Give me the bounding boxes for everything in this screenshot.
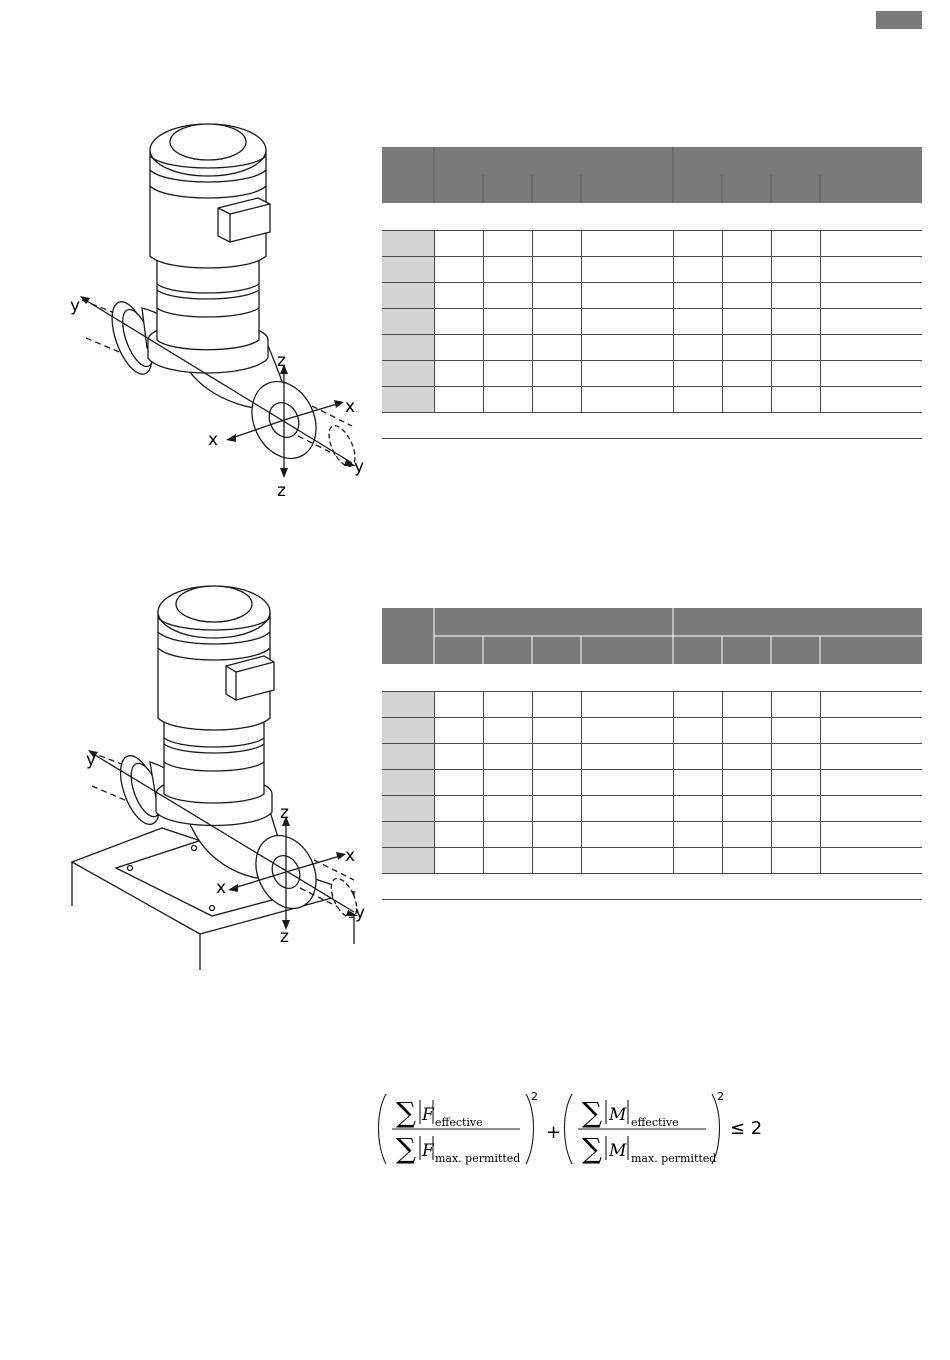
force-symbol: F <box>422 1141 434 1161</box>
axis-label-x-left: x <box>208 430 219 450</box>
axis-label-y-left: y <box>86 750 97 770</box>
table-row <box>382 822 922 848</box>
load-table-2 <box>382 608 922 900</box>
axis-label-y-left: y <box>70 296 81 316</box>
table-footer-rule <box>382 874 922 900</box>
axis-label-z-top: z <box>280 803 289 823</box>
moment-max-subscript: max. permitted <box>631 1152 717 1165</box>
table-row <box>382 361 922 387</box>
pump-diagram-inline <box>62 108 382 508</box>
sum-symbol: ∑ <box>582 1096 602 1129</box>
moment-symbol: M <box>609 1105 627 1125</box>
table-row <box>382 718 922 744</box>
table-row <box>382 692 922 718</box>
sum-symbol: ∑ <box>396 1096 416 1129</box>
plus-sign: + <box>546 1122 562 1143</box>
exponent: 2 <box>717 1090 724 1103</box>
axis-label-y-right: y <box>355 903 366 923</box>
table-row <box>382 848 922 874</box>
moment-effective-subscript: effective <box>631 1116 679 1129</box>
axis-label-z-bottom: z <box>280 927 289 947</box>
sum-symbol: ∑ <box>396 1132 416 1165</box>
sum-symbol: ∑ <box>582 1132 602 1165</box>
force-max-subscript: max. permitted <box>435 1152 521 1165</box>
inequality: ≤ 2 <box>730 1118 763 1139</box>
exponent: 2 <box>531 1090 538 1103</box>
axis-label-z-top: z <box>277 351 286 371</box>
table-row <box>382 744 922 770</box>
section-tab-marker <box>876 11 922 29</box>
table-row <box>382 283 922 309</box>
table-row <box>382 770 922 796</box>
table-header <box>382 147 922 203</box>
table-row <box>382 257 922 283</box>
table-subheader-row <box>382 203 922 231</box>
axis-label-y-right: y <box>354 457 365 477</box>
axis-label-x-left: x <box>216 878 227 898</box>
force-effective-subscript: effective <box>435 1116 483 1129</box>
table-body <box>382 692 922 874</box>
table-body <box>382 231 922 413</box>
force-symbol: F <box>422 1105 434 1125</box>
table-header <box>382 608 922 664</box>
axis-label-z-bottom: z <box>277 481 286 501</box>
pump-diagram-on-base <box>62 572 382 976</box>
load-table-1 <box>382 147 922 439</box>
table-footer-rule <box>382 413 922 439</box>
table-row <box>382 335 922 361</box>
table-subheader-row <box>382 664 922 692</box>
moment-symbol: M <box>609 1141 627 1161</box>
axis-label-x-right: x <box>345 846 356 866</box>
table-row <box>382 796 922 822</box>
table-row <box>382 309 922 335</box>
load-combination-formula <box>378 1088 778 1176</box>
table-row <box>382 231 922 257</box>
table-row <box>382 387 922 413</box>
axis-label-x-right: x <box>345 397 356 417</box>
